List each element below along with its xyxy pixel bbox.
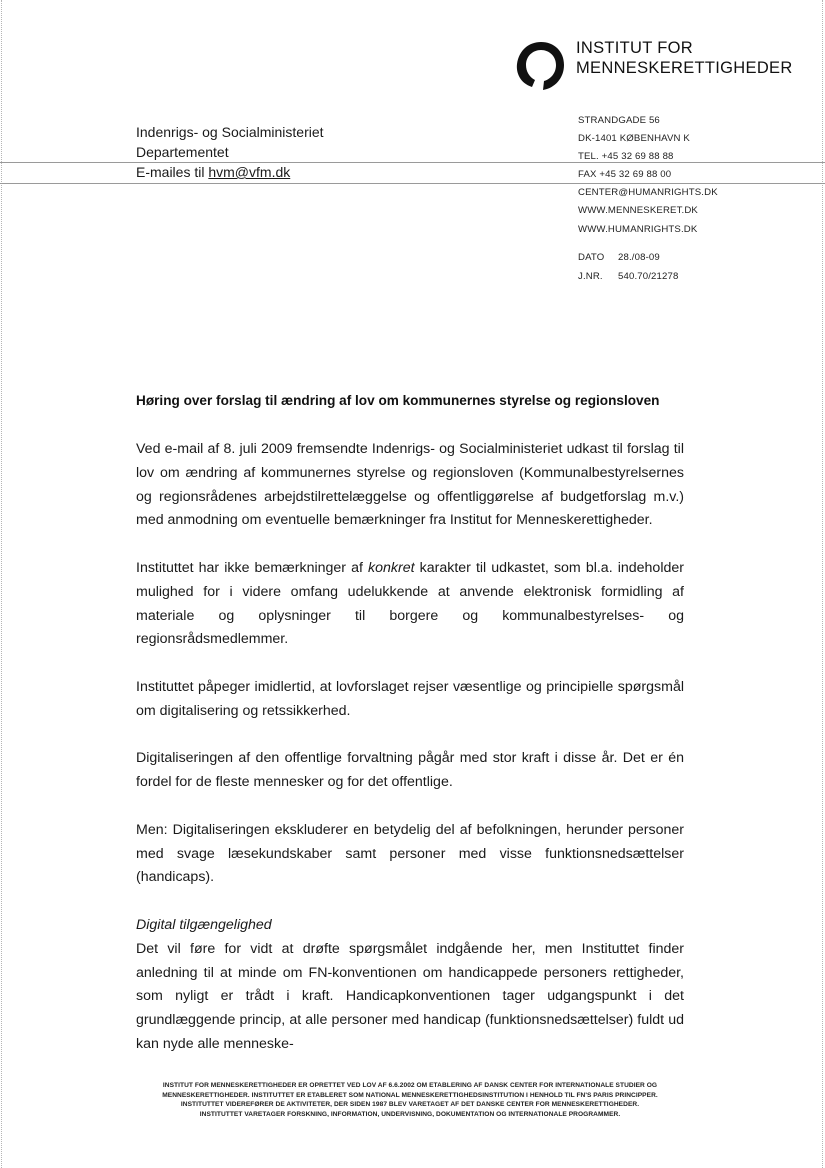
recipient-email-line	[136, 162, 324, 182]
institute-logo	[516, 38, 793, 92]
jnr-value: 540.70/21278	[618, 270, 679, 282]
paragraph-2-emphasis: konkret	[368, 559, 415, 576]
logo-line-2: MENNESKERETTIGHEDER	[576, 59, 793, 77]
paragraph-2	[136, 557, 684, 652]
page-edge-left	[1, 0, 2, 1168]
letter-footer	[140, 1081, 680, 1119]
contact-fax: FAX +45 32 69 88 00	[578, 169, 672, 181]
contact-city: DK-1401 KØBENHAVN K	[578, 133, 690, 145]
paragraph-2-end: karakter til udkastet, som bl.a. indeholder mulighed for i videre omfang udelukkende at anvende elektronisk formidling af materiale og oplysninger til borgere og kommunalbestyrelses- og regionsrådsmedlemmer.	[136, 559, 684, 648]
recipient-ministry: Indenrigs- og Socialministeriet	[136, 124, 324, 140]
footer-line-1: INSTITUT FOR MENNESKERETTIGHEDER ER OPRETTET VED LOV AF 6.6.2002 OM ETABLERING AF DANSK CENTER FOR INTERNATIONALE STUDIER OG	[162, 1082, 658, 1089]
email-prefix: E-mailes til	[136, 164, 209, 180]
recipient-department: Departementet	[136, 144, 229, 160]
page-edge-right	[822, 0, 823, 1168]
section-subheading: Digital tilgængelighed	[136, 916, 272, 933]
paragraph-6: Det vil føre for vidt at drøfte spørgsmålet indgående her, men Instituttet finder anledning til at minde om FN-konventionen om handicappede personers rettigheder, som nyligt er trådt i kraft. Handicapkonventionen tager udgangspunkt i det grundlæggende princip, at alle personer med handicap (funktionsnedsættelser) fuldt ud kan nyde alle menneske-	[136, 940, 684, 1052]
paragraph-3: Instituttet påpeger imidlertid, at lovforslaget rejser væsentlige og principielle spørgsmål om digitalisering og retssikkerhed.	[136, 678, 684, 719]
paragraph-5: Men: Digitaliseringen ekskluderer en betydelig del af befolkningen, herunder personer med svage læsekundskaber samt personer med visse funktionsnedsættelser (handicaps).	[136, 821, 684, 886]
footer-line-2: MENNESKERETTIGHEDER. INSTITUTTET ER ETABLERET SOM NATIONAL MENNESKERETTIGHEDSINSTITUTION I HENHOLD TIL FN'S PARIS PRINCIPPER.	[162, 1091, 658, 1099]
logo-line-1: INSTITUT FOR	[576, 39, 693, 57]
paragraph-2-start: Instituttet har ikke bemærkninger af	[136, 559, 369, 576]
contact-email: CENTER@HUMANRIGHTS.DK	[578, 187, 718, 199]
date-label: DATO	[578, 252, 605, 263]
footer-line-4: INSTITUTTET VARETAGER FORSKNING, INFORMATION, UNDERVISNING, DOKUMENTATION OG INTERNATIONALE PROGRAMMER.	[199, 1110, 621, 1118]
logo-text	[576, 38, 793, 78]
recipient-block	[136, 122, 324, 182]
paragraph-4: Digitaliseringen af den offentlige forvaltning pågår med stor kraft i disse år. Det er én fordel for de fleste mennesker og for det offentlige.	[136, 750, 684, 791]
jnr-label: J.NR.	[578, 270, 603, 282]
contact-block	[578, 112, 718, 239]
recipient-email-link[interactable]: hvm@vfm.dk	[208, 164, 291, 180]
contact-web-2: WWW.HUMANRIGHTS.DK	[578, 223, 698, 235]
ring-icon	[516, 40, 566, 92]
contact-tel: TEL. +45 32 69 88 88	[578, 151, 674, 163]
date-row	[578, 249, 679, 268]
letter-title: Høring over forslag til ændring af lov om kommunernes styrelse og regionsloven	[136, 393, 660, 408]
paragraph-1: Ved e-mail af 8. juli 2009 fremsendte Indenrigs- og Socialministeriet udkast til forslag til lov om ændring af kommunernes styrelse og regionsloven (Kommunalbestyrelsernes og regionsrådenes arbejdstilrettelæggelse og offentliggørelse af budgetforslag m.v.) med anmodning om eventuelle bemærkninger fra Institut for Menneskerettigheder.	[136, 441, 684, 529]
jnr-row	[578, 268, 679, 287]
footer-line-3: INSTITUTTET VIDEREFØRER DE AKTIVITETER, DER SIDEN 1987 BLEV VARETAGET AF DET DANSKE CENTER FOR MENNESKERETTIGHEDER.	[180, 1101, 640, 1109]
contact-web-1: WWW.MENNESKERET.DK	[578, 205, 698, 217]
letter-body	[136, 438, 684, 1057]
meta-block	[578, 249, 679, 286]
date-value: 28./08-09	[618, 252, 660, 263]
contact-street: STRANDGADE 56	[578, 115, 660, 126]
